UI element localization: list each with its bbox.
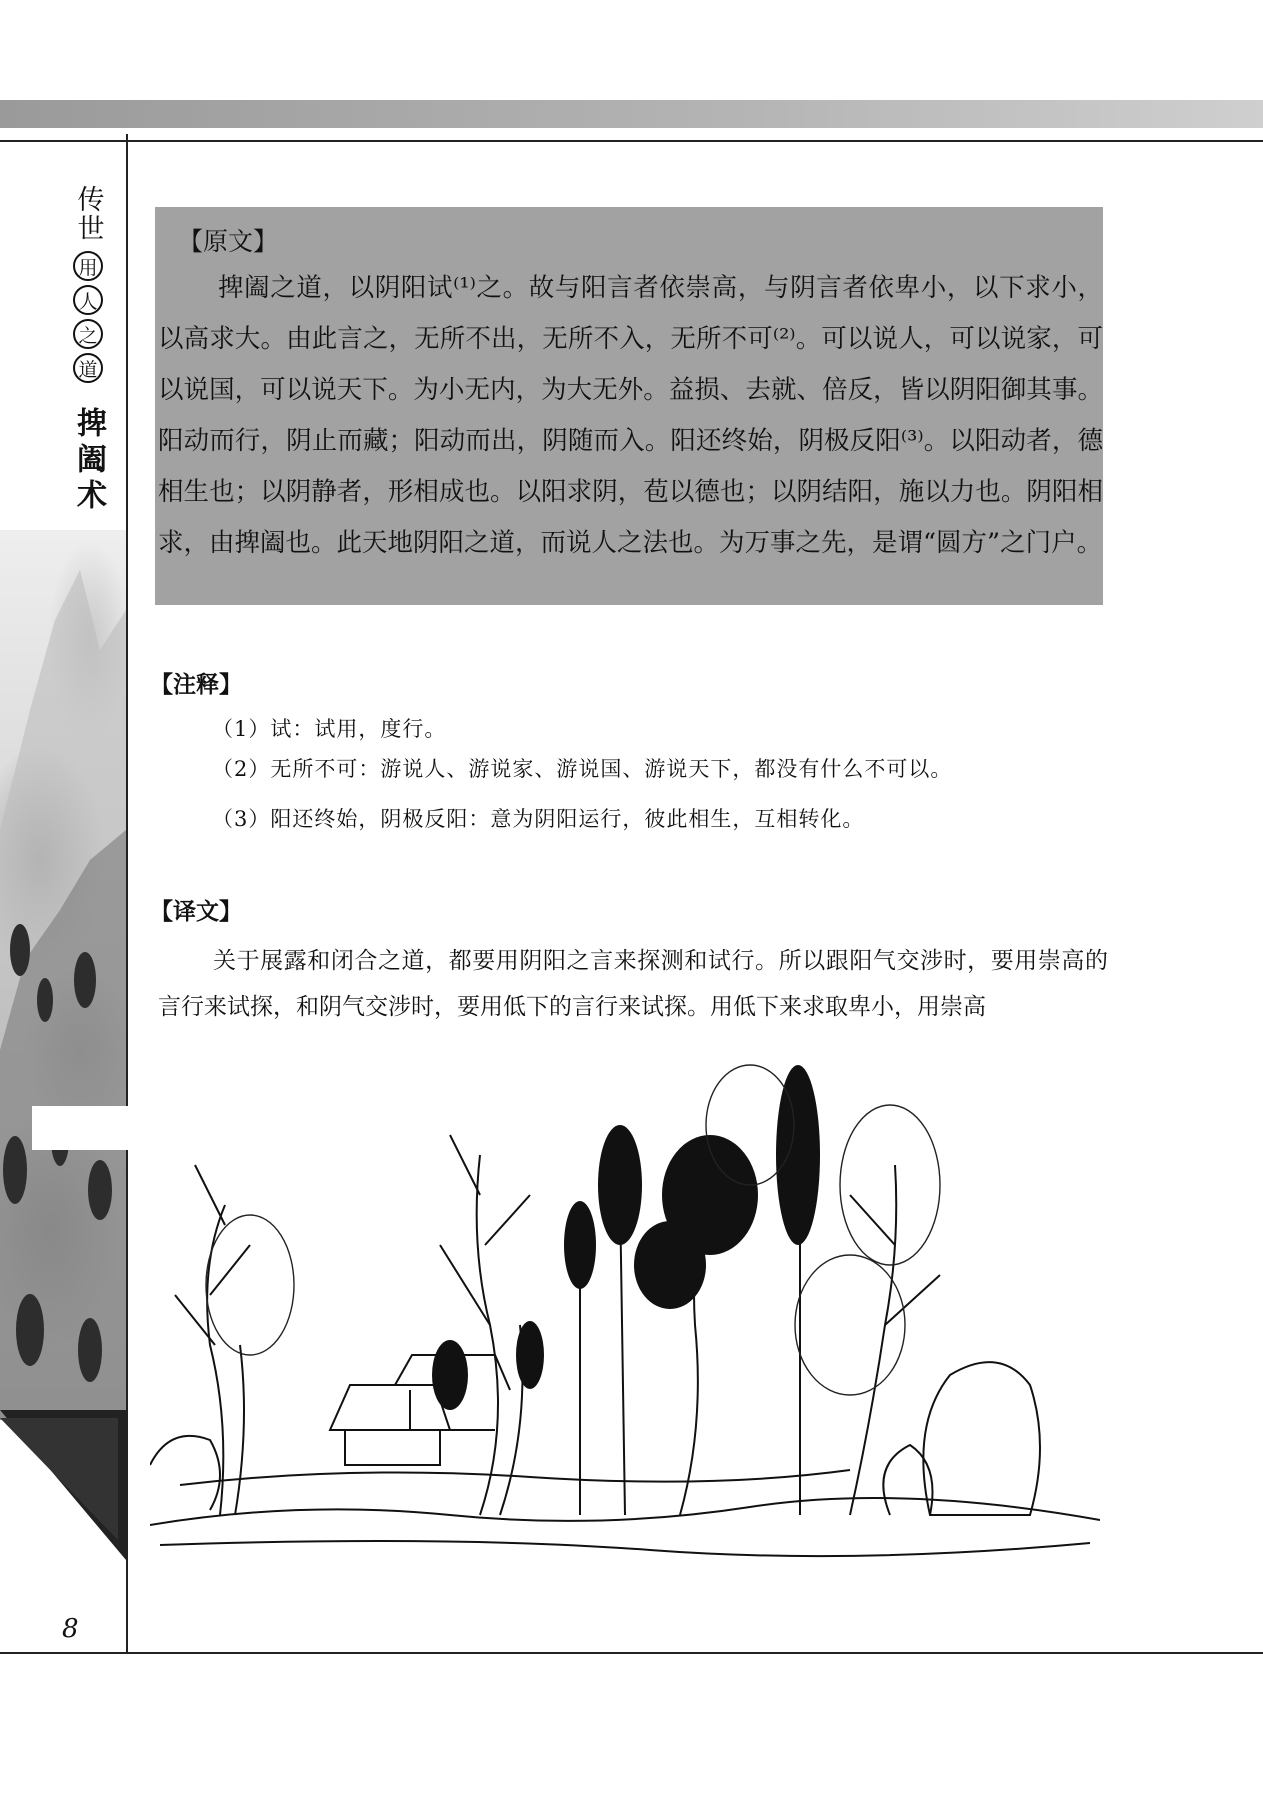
circle-char: 道 bbox=[73, 353, 103, 383]
circle-char: 之 bbox=[73, 319, 103, 349]
circled-subtitle bbox=[73, 249, 103, 385]
sidebar-landscape-painting bbox=[0, 530, 126, 1420]
sidebar-titles bbox=[60, 185, 116, 515]
note-item: （2）无所不可：游说人、游说家、游说国、游说天下，都没有什么不可以。 bbox=[212, 757, 953, 781]
dark-corner-wedge bbox=[0, 1410, 127, 1560]
note-item: （1）试：试用，度行。 bbox=[212, 717, 447, 741]
circle-char: 用 bbox=[73, 251, 103, 281]
original-text-heading: 【原文】 bbox=[178, 227, 279, 256]
note-item: （3）阳还终始，阴极反阳：意为阴阳运行，彼此相生，互相转化。 bbox=[212, 807, 865, 831]
translation-heading: 【译文】 bbox=[150, 899, 242, 925]
notes-heading: 【注释】 bbox=[150, 672, 242, 698]
page-number: 8 bbox=[62, 1614, 79, 1644]
header-band bbox=[0, 100, 1263, 128]
original-text-paragraph: 捭阖之道，以阴阳试⁽¹⁾之。故与阳言者依崇高，与阴言者依卑小，以下求小，以高求大。由此言之，无所不出，无所不入，无所不可⁽²⁾。可以说人，可以说家，可以说国，可以说天下。为小无内，为大无外。益损、去就、倍反，皆以阴阳御其事。阳动而行，阴止而藏；阳动而出，阴随而入。阳还终始，阴极反阳⁽³⁾。以阳动者，德相生也；以阴静者，形相成也。以阳求阴，苞以德也；以阴结阳，施以力也。阴阳相求，由捭阖也。此天地阴阳之道，而说人之法也。为万事之先，是谓“圆方”之门户。 bbox=[158, 273, 1103, 558]
ink-landscape-illustration bbox=[150, 1045, 1100, 1570]
series-title: 传世 bbox=[72, 185, 104, 243]
bottom-rule bbox=[0, 1652, 1263, 1654]
top-rule bbox=[0, 140, 1263, 142]
chapter-title: 捭阖术 bbox=[71, 407, 106, 515]
translation-paragraph: 关于展露和闭合之道，都要用阴阳之言来探测和试行。所以跟阳气交涉时，要用崇高的言行来试探，和阴气交涉时，要用低下的言行来试探。用低下来求取卑小，用崇高 bbox=[158, 948, 1108, 1020]
circle-char: 人 bbox=[73, 285, 103, 315]
